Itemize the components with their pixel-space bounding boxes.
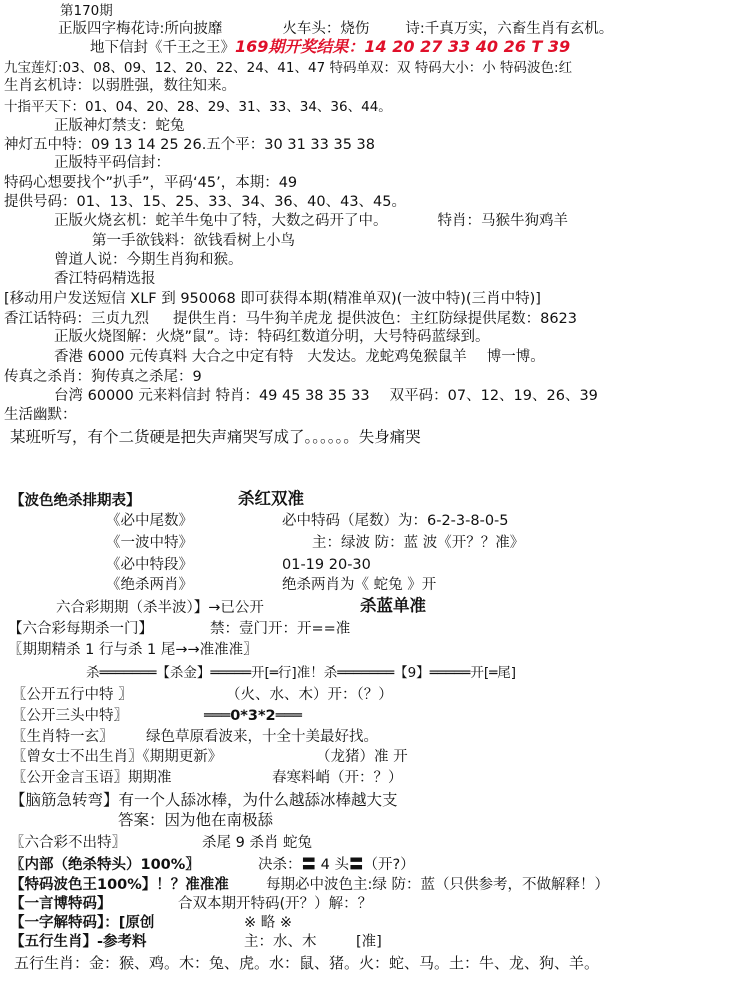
kill-head-value: 决杀：〓 4 头〓（开?） [258,857,415,873]
one-word-label: 【一言博特码】 [10,896,112,912]
riddle-question: 【脑筋急转弯】有一个人舔冰棒，为什么越舔冰棒越大支 [10,791,398,809]
envelope-title: 正版特平码信封： [54,155,170,171]
kill-two-value: 绝杀两肖为《 蛇兔 》开 [282,577,437,593]
one-char-label: 【一字解特码】：[原创 [10,915,155,931]
segment-label: 《必中特段》 [106,557,193,573]
golden-words-value: 春寒料峭（开：？） [272,770,403,786]
kill-head-label: 〖内部（绝杀特头）100%〗 [10,857,200,873]
envelope-label: 地下信封《千王之王》 [90,40,235,56]
wave-table-title: 【波色绝杀排期表】 [10,493,141,509]
issue-number: 第170期 [60,3,113,19]
xiangjiang-title: 香江特码精选报 [54,271,156,287]
zeng-line: 曾道人说：今期生肖狗和猴。 [54,252,243,268]
train-head: 火车头：烧伤 [282,21,370,37]
humor-title: 生活幽默： [4,407,77,423]
five-elements-label: 〖公开五行中特 〗 [12,687,133,703]
hongkong-fax: 香港 6000 元传真料 大合之中定有特 [54,349,294,365]
kill-red: 杀红双准 [238,489,304,508]
no-special-value: 杀尾 9 杀肖 蛇兔 [202,835,313,851]
taiwan-line [54,387,598,405]
wave-king-label: 【特码波色王100%】！？准准准 [10,877,229,893]
kill-metal-line: 杀═══════【杀金】═════开[═行]准！杀═══════【9】═════开[═尾] [86,665,516,681]
result-line [90,38,570,57]
sms-promo: [移动用户发送短信 XLF 到 950068 即可获得本期(精准单双)(一波中特)(三肖中特)] [4,291,541,307]
one-char-value: ※ 略 ※ [244,915,293,931]
no-special-label: 〖六合彩不出特〗 [10,835,126,851]
ten-fingers-line: 十指平天下：01、04、20、28、29、31、33、34、36、44。 [4,99,392,115]
three-head-value: ═══0*3*2═══ [204,708,302,724]
xiangjiang-line [4,310,577,328]
riddle-answer: 答案：因为他在南极舔 [118,811,274,829]
five-zodiac-list: 五行生肖：金：猴、鸡。木：兔、虎。水：鼠、猪。火：蛇、马。土：牛、龙、狗、羊。 [14,954,600,972]
xiangjiang-text: 香江话特码：三贞九烈 [4,311,149,327]
kill-door-label: 【六合彩每期杀一门】 [8,621,153,637]
fire-diagram-line: 正版火烧图解：火烧”鼠”。诗：特码红数道分明，大号特码蓝绿到。 [54,329,490,345]
tail-label: 《必中尾数》 [106,513,193,529]
poem-title: 正版四字梅花诗:所向披靡 [58,21,223,37]
provided-zodiac: 提供生肖：马牛狗羊虎龙 提供波色：主红防绿提供尾数：8623 [173,311,578,327]
five-elements-value: （火、水、木）开：（？） [226,687,393,703]
fax-kill-line: 传真之杀肖：狗传真之杀尾：9 [4,369,202,385]
kill-row-tail: 〖期期精杀 1 行与杀 1 尾→→准准准〗 [8,642,258,658]
kill-blue: 杀蓝单准 [360,596,426,615]
madam-zeng-value: （龙猪）准 开 [316,749,408,765]
humor-text: 某班听写，有个二货硬是把失声痛哭写成了。。。。。。失身痛哭 [10,428,421,446]
hongkong-bet: 博一博。 [486,349,545,365]
taiwan-text: 台湾 60000 元来料信封 特肖：49 45 38 35 33 [54,388,370,404]
zodiac-mystery-value: 绿色草原看波来，十全十美最好找。 [146,729,378,745]
pickpocket-line: 特码心想要找个”扒手”，平码‘45’，本期：49 [4,175,298,191]
fire-mystery-text: 正版火烧玄机：蛇羊牛兔中了特，大数之码开了中。 [54,213,388,229]
tail-value: 必中特码（尾数）为：6-2-3-8-0-5 [282,513,509,529]
kill-two-label: 《绝杀两肖》 [106,577,193,593]
lamp-five-line: 神灯五中特：09 13 14 25 26.五个平：30 31 33 35 38 [4,137,375,153]
poem-text: 诗:千真万实，六畜生肖有玄机。 [405,21,614,37]
half-wave-label: 六合彩期期（杀半波）】→已公开 [56,600,264,616]
double-flat: 双平码：07、12、19、26、39 [389,388,598,404]
zodiac-mystery-label: 〖生肖特一玄〗 [12,729,114,745]
lotus-lamp-line: 九宝莲灯:03、08、09、12、20、22、24、41、47 特码单双：双 特码大小：小 特码波色:红 [4,60,573,76]
poem-line [58,20,613,38]
fire-mystery-line [54,212,568,230]
first-hand-line: 第一手欲钱料：欲钱看树上小鸟 [92,233,295,249]
five-zodiac-main: 主：水、木 [244,934,317,950]
hongkong-zodiac: 大发达。龙蛇鸡兔猴鼠羊 [307,349,467,365]
numbers-line: 提供号码：01、13、15、25、33、34、36、40、43、45。 [4,194,407,210]
wave-king-value: 每期必中波色主:绿 防：蓝（只供参考，不做解释！） [266,877,609,893]
one-word-value: 合双本期开特码(开？）解：？ [178,896,373,912]
five-zodiac-label: 【五行生肖】-参考料 [10,934,147,950]
special-zodiac: 特肖：马猴牛狗鸡羊 [437,213,568,229]
five-zodiac-accurate: [准] [356,934,382,950]
zodiac-poem: 生肖玄机诗：以弱胜强，数往知来。 [4,78,236,94]
madam-zeng-label: 〖曾女士不出生肖〗《期期更新》 [12,749,223,765]
wave-label: 《一波中特》 [106,535,193,551]
golden-words-label: 〖公开金言玉语〗期期准 [12,770,172,786]
segment-value: 01-19 20-30 [282,557,371,573]
hongkong-line [54,348,545,366]
three-head-label: 〖公开三头中特〗 [12,708,128,724]
wave-value: 主：绿波 防：蓝 波《开？？准》 [312,535,525,551]
forbidden-branch: 正版神灯禁支：蛇兔 [54,118,185,134]
kill-door-value: 禁：壹门开：开==准 [210,621,351,637]
draw-result: 169期开奖结果：14 20 27 33 40 26 T 39 [235,37,571,56]
